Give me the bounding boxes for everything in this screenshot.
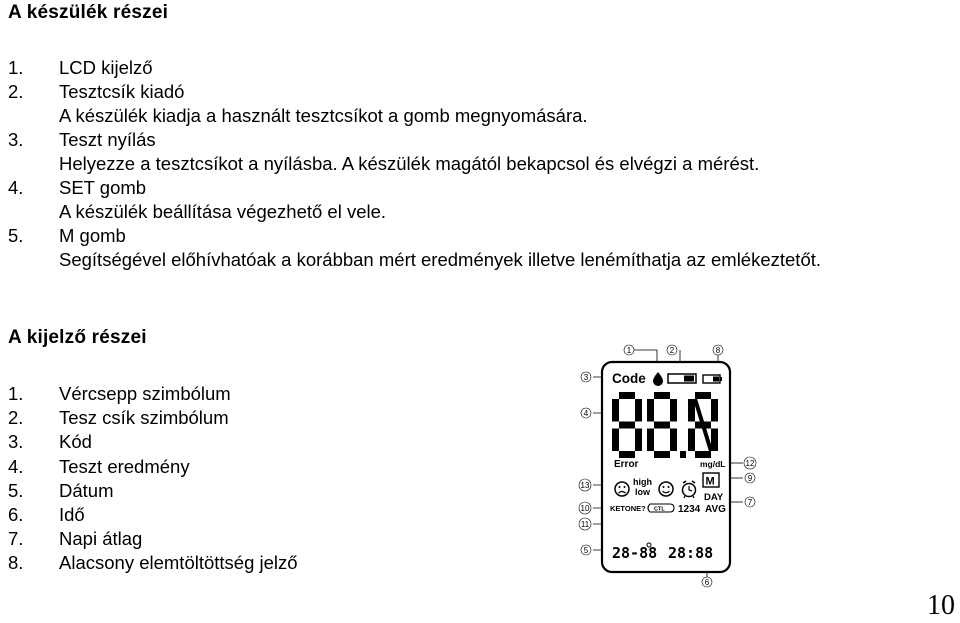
date-display: 28-88 xyxy=(612,544,658,562)
svg-text:6: 6 xyxy=(704,578,710,587)
list-item-number: 1. xyxy=(8,57,24,78)
list-item-number: 5. xyxy=(8,225,24,246)
callout-12 xyxy=(744,457,756,469)
svg-text:8: 8 xyxy=(715,346,721,355)
low-label: low xyxy=(635,487,650,497)
list-item-number: 3. xyxy=(8,431,24,452)
list-item-number: 4. xyxy=(8,456,24,477)
digit-segment xyxy=(711,399,718,422)
digit-segment xyxy=(654,422,670,429)
svg-text:M: M xyxy=(705,475,715,488)
callout-10 xyxy=(579,502,591,514)
list-item-label: Tesz csík szimbólum xyxy=(59,407,229,428)
control-solution-icon xyxy=(648,504,674,513)
digit-segment xyxy=(695,392,711,399)
list-item-number: 5. xyxy=(8,480,24,501)
day-label: DAY xyxy=(704,492,724,503)
list-item-label: Kód xyxy=(59,431,92,452)
digit-segment xyxy=(619,392,635,399)
svg-text:2: 2 xyxy=(669,346,675,355)
list-item-description: A készülék beállítása végezhető el vele. xyxy=(59,201,387,222)
list-item-description: Segítségével előhívhatóak a korábban mért eredmények illetve lenémíthatja az emlékeztetőt. xyxy=(59,249,822,270)
callout-2 xyxy=(667,345,677,355)
svg-text:13: 13 xyxy=(580,481,590,490)
ketone-label: KETONE? xyxy=(610,504,646,513)
list-item-number: 7. xyxy=(8,528,24,549)
list-item-number: 4. xyxy=(8,177,24,198)
digit-segment xyxy=(654,451,670,458)
list-item-label: Dátum xyxy=(59,480,114,501)
callout-7 xyxy=(745,497,755,507)
low-battery-icon xyxy=(703,375,722,383)
digit-segment xyxy=(647,429,654,452)
digit-segment xyxy=(619,451,635,458)
digit-segment xyxy=(619,422,635,429)
callout-6 xyxy=(702,577,712,587)
digit-segment xyxy=(688,429,695,452)
digit-segment xyxy=(612,399,619,422)
memory-m-icon xyxy=(703,473,719,488)
svg-text:1: 1 xyxy=(626,346,632,355)
list-item-description: Helyezze a tesztcsíkot a nyílásba. A készülék magától bekapcsol és elvégzi a mérést. xyxy=(59,153,760,174)
digit-segment xyxy=(635,399,642,422)
svg-text:4: 4 xyxy=(583,409,589,418)
code-label: Code xyxy=(612,371,646,386)
digit-segment xyxy=(670,399,677,422)
list-item-title: Tesztcsík kiadó xyxy=(59,81,185,102)
list-item-number: 1. xyxy=(8,383,24,404)
callout-11 xyxy=(579,518,591,530)
svg-text:12: 12 xyxy=(745,459,755,468)
time-display: 28:88 xyxy=(668,544,714,562)
digit-segment xyxy=(670,429,677,452)
digit-segment xyxy=(695,451,711,458)
unit-label: mg/dL xyxy=(700,459,726,469)
list-item-label: Teszt eredmény xyxy=(59,456,190,477)
svg-text:5: 5 xyxy=(583,546,589,555)
list-item-label: Vércsepp szimbólum xyxy=(59,383,231,404)
callout-8 xyxy=(713,345,723,355)
callout-1 xyxy=(624,345,634,355)
list-item-title: Teszt nyílás xyxy=(59,129,156,150)
callout-5 xyxy=(581,545,591,555)
lcd-display-diagram xyxy=(572,340,764,588)
svg-text:3: 3 xyxy=(583,373,589,382)
callout-13 xyxy=(579,479,591,491)
list-item-title: SET gomb xyxy=(59,177,147,198)
list-item-number: 6. xyxy=(8,504,24,525)
list-item-number: 2. xyxy=(8,81,24,102)
callout-4 xyxy=(581,408,591,418)
list-item-label: Idő xyxy=(59,504,85,525)
decimal-point xyxy=(680,451,686,458)
memory-count-label: 1234 xyxy=(678,504,701,515)
svg-text:10: 10 xyxy=(580,504,590,513)
svg-text:7: 7 xyxy=(747,498,753,507)
avg-label: AVG xyxy=(705,504,726,515)
section-heading-device-parts: A készülék részei xyxy=(8,2,169,23)
digit-segment xyxy=(647,399,654,422)
list-item-label: Napi átlag xyxy=(59,528,143,549)
list-item-label: Alacsony elemtöltöttség jelző xyxy=(59,552,298,573)
svg-text:9: 9 xyxy=(747,474,753,483)
section-heading-display-parts: A kijelző részei xyxy=(8,327,147,348)
list-item-number: 8. xyxy=(8,552,24,573)
svg-text:CTL: CTL xyxy=(654,506,665,513)
test-strip-icon xyxy=(668,374,696,383)
callout-9 xyxy=(745,473,755,483)
list-item-title: M gomb xyxy=(59,225,126,246)
digit-segment xyxy=(612,429,619,452)
page-number: 10 xyxy=(927,590,955,621)
digit-segment xyxy=(654,392,670,399)
list-item-title: LCD kijelző xyxy=(59,57,153,78)
list-item-number: 2. xyxy=(8,407,24,428)
svg-text:11: 11 xyxy=(580,520,590,529)
digit-segment xyxy=(635,429,642,452)
callout-3 xyxy=(581,372,591,382)
list-item-number: 3. xyxy=(8,129,24,150)
list-item-description: A készülék kiadja a használt tesztcsíkot a gomb megnyomására. xyxy=(59,105,588,126)
error-label: Error xyxy=(614,459,639,470)
high-label: high xyxy=(633,477,652,487)
